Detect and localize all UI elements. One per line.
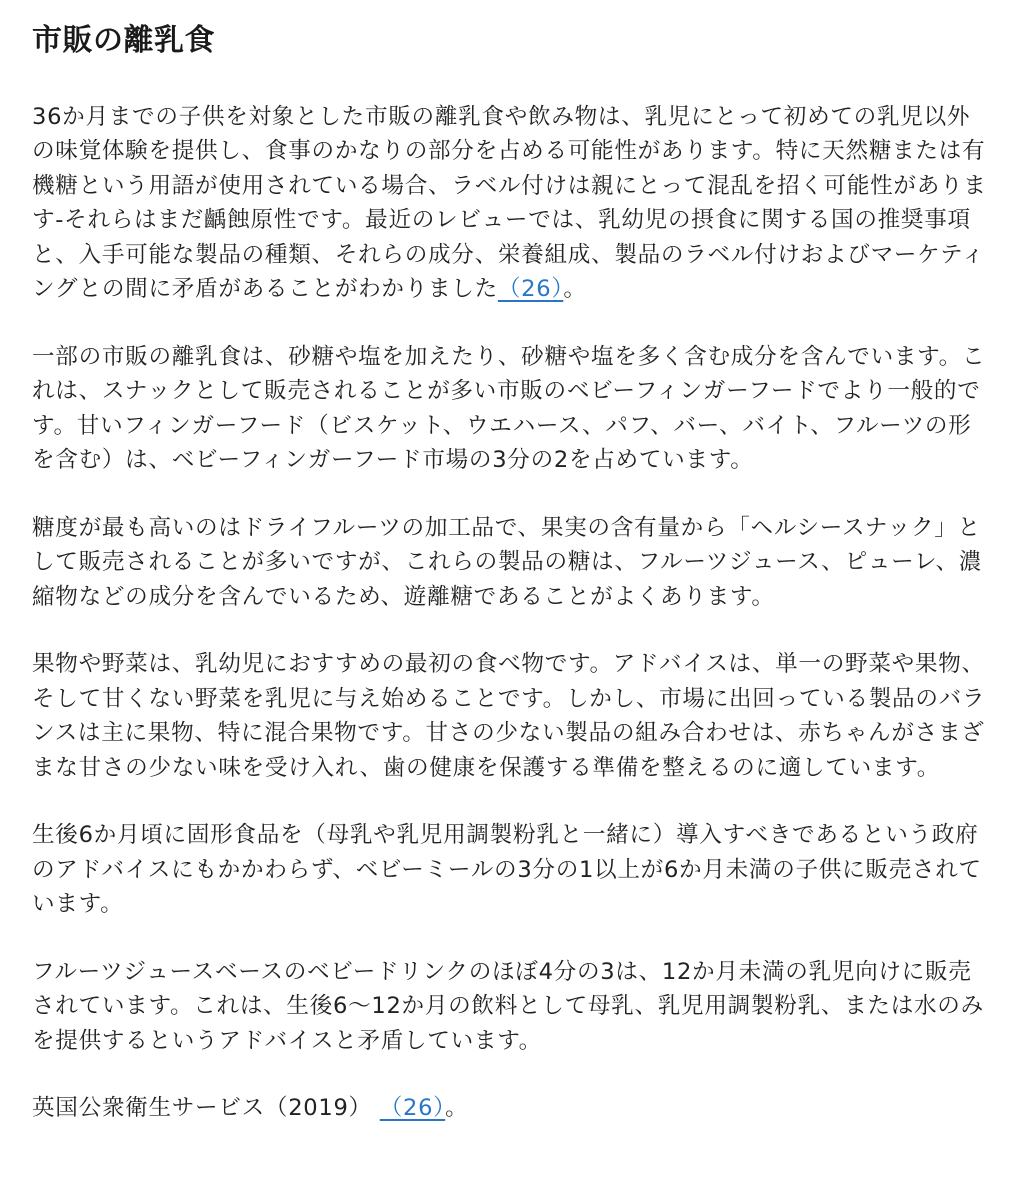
paragraph-text: 生後6か月頃に固形食品を（母乳や乳児用調製粉乳と一緒に）導入すべきであるという政府のアドバイスにもかかわらず、ベビーミールの3分の1以上が6か月未満の子供に販売されています。 <box>32 822 982 917</box>
paragraph-2 <box>32 340 991 478</box>
paragraph-5 <box>32 818 991 922</box>
paragraph-4 <box>32 647 991 785</box>
paragraph-text: 糖度が最も高いのはドライフルーツの加工品で、果実の含有量から「ヘルシースナック」として販売されることが多いですが、これらの製品の糖は、フルーツジュース、ピューレ、濃縮物などの成分を含んでいるため、遊離糖であることがよくあります。 <box>32 514 983 610</box>
paragraph-text: 一部の市販の離乳食は、砂糖や塩を加えたり、砂糖や塩を多く含む成分を含んでいます。これは、スナックとして販売されることが多い市販のベビーフィンガーフードでより一般的です。甘いフィンガーフード（ビスケット、ウエハース、パフ、バー、バイト、フルーツの形を含む）は、ベビーフィンガーフード市場の3分の2を占めています。 <box>32 343 986 473</box>
paragraph-text: 果物や野菜は、乳幼児におすすめの最初の食べ物です。アドバイスは、単一の野菜や果物、そして甘くない野菜を乳児に与え始めることです。しかし、市場に出回っている製品のバランスは主に果物、特に混合果物です。甘さの少ない製品の組み合わせは、赤ちゃんがさまざまな甘さの少ない味を受け入れ、歯の健康を保護する準備を整えるのに適しています。 <box>32 651 986 781</box>
paragraph-3 <box>32 511 991 615</box>
paragraph-text: フルーツジュースベースのベビードリンクのほぼ4分の3は、12か月未満の乳児向けに販売されています。これは、生後6～12か月の飲料として母乳、乳児用調製粉乳、または水のみを提供するというアドバイスと矛盾しています。 <box>32 958 984 1054</box>
page-title: 市販の離乳食 <box>32 23 215 58</box>
citation-link[interactable]: （26） <box>379 1095 446 1121</box>
paragraph-text: 英国公衆衛生サービス（2019） <box>32 1095 372 1121</box>
paragraph-6 <box>32 955 991 1059</box>
paragraph-1 <box>32 100 991 307</box>
paragraph-suffix: 。 <box>563 276 587 302</box>
paragraph-suffix: 。 <box>445 1095 469 1121</box>
citation-link[interactable]: （26） <box>497 276 564 302</box>
paragraph-text: 36か月までの子供を対象とした市販の離乳食や飲み物は、乳児にとって初めての乳児以外の味覚体験を提供し、食事のかなりの部分を占める可能性があります。特に天然糖または有機糖という用語が使用されている場合、ラベル付けは親にとって混乱を招く可能性があります-それらはまだ齲蝕原性です。最近のレビューでは、乳幼児の摂食に関する国の推奨事項と、入手可能な製品の種類、それらの成分、栄養組成、製品のラベル付けおよびマーケティングとの間に矛盾があることがわかりました <box>32 103 987 302</box>
source-attribution <box>32 1091 991 1126</box>
